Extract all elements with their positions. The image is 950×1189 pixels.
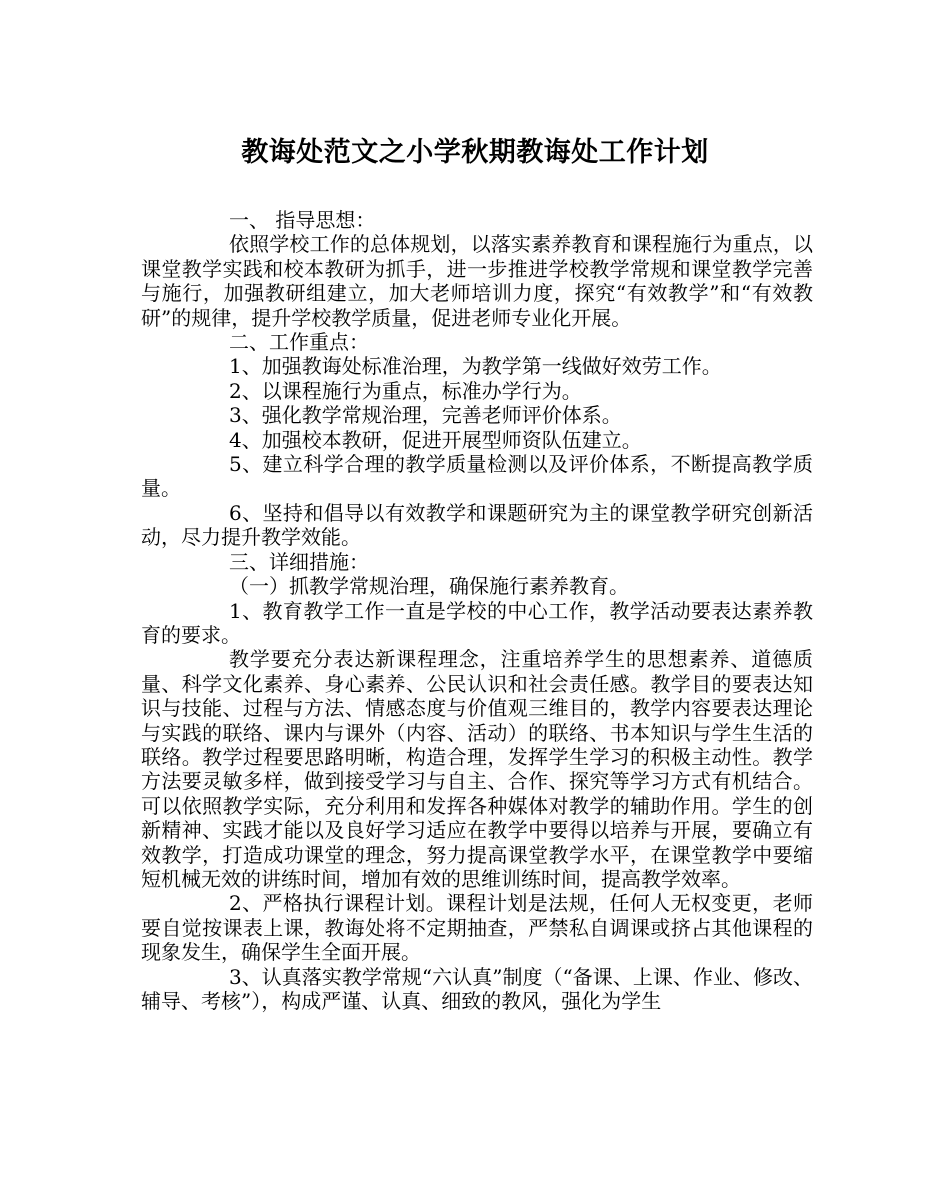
list-item: 3、强化教学常规治理，完善老师评价体系。 (229, 403, 622, 428)
list-item: 6、坚持和倡导以有效教学和课题研究为主的课堂教学研究创新活动，尽力提升教学效能。 (141, 500, 813, 550)
paragraph-guiding-thought: 依照学校工作的总体规划，以落实素养教育和课程施行为重点，以课堂教学实践和校本教研为抓手，进一步推进学校教学常规和课堂教学完善与施行，加强教研组建立，加大老师培训力度，探究“有效教学”和“有效教研”的规律，提升学校教学质量，促进老师专业化开展。 (141, 232, 813, 330)
list-item: 5、建立科学合理的教学质量检测以及评价体系，不断提高教学质量。 (141, 452, 813, 501)
list-item: 4、加强校本教研，促进开展型师资队伍建立。 (229, 427, 642, 452)
document-body (141, 208, 813, 1013)
paragraph-teaching-requirements: 教学要充分表达新课程理念，注重培养学生的思想素养、道德质量、科学文化素养、身心素养、公民认识和社会责任感。教学目的要表达知识与技能、过程与方法、情感态度与价值观三维目的，教学内容要表达理论与实践的联络、课内与课外（内容、活动）的联络、书本知识与学生生活的联络。教学过程要思路明晰，构造合理，发挥学生学习的积极主动性。教学方法要灵敏多样，做到接受学习与自主、合作、探究等学习方式有机结合。可以依照教学实际，充分利用和发挥各种媒体对教学的辅助作用。学生的创新精神、实践才能以及良好学习适应在教学中要得以培养与开展，要确立有效教学，打造成功课堂的理念，努力提高课堂教学水平，在课堂教学中要缩短机械无效的讲练时间，增加有效的思维训练时间，提高教学效率。 (141, 647, 813, 891)
list-item: 2、严格执行课程计划。课程计划是法规，任何人无权变更，老师要自觉按课表上课，教诲处将不定期抽查，严禁私自调课或挤占其他课程的现象发生，确保学生全面开展。 (141, 891, 813, 965)
list-item: 2、以课程施行为重点，标准办学行为。 (229, 378, 582, 403)
list-item: 1、教育教学工作一直是学校的中心工作，教学活动要表达素养教育的要求。 (141, 598, 813, 647)
subheading-teaching-routine: （一）抓教学常规治理，确保施行素养教育。 (229, 574, 629, 599)
heading-guiding-thought: 一、 指导思想： (229, 208, 376, 232)
heading-work-focus: 二、工作重点： (229, 330, 369, 355)
document-title: 教诲处范文之小学秋期教诲处工作计划 (241, 137, 709, 168)
list-item: 3、认真落实教学常规“六认真”制度（“备课、上课、作业、修改、辅导、考核”），构成严谨、认真、细致的教风，强化为学生 (141, 964, 813, 1013)
list-item: 1、加强教诲处标准治理，为教学第一线做好效劳工作。 (229, 354, 722, 379)
heading-detailed-measures: 三、详细措施： (229, 549, 369, 574)
